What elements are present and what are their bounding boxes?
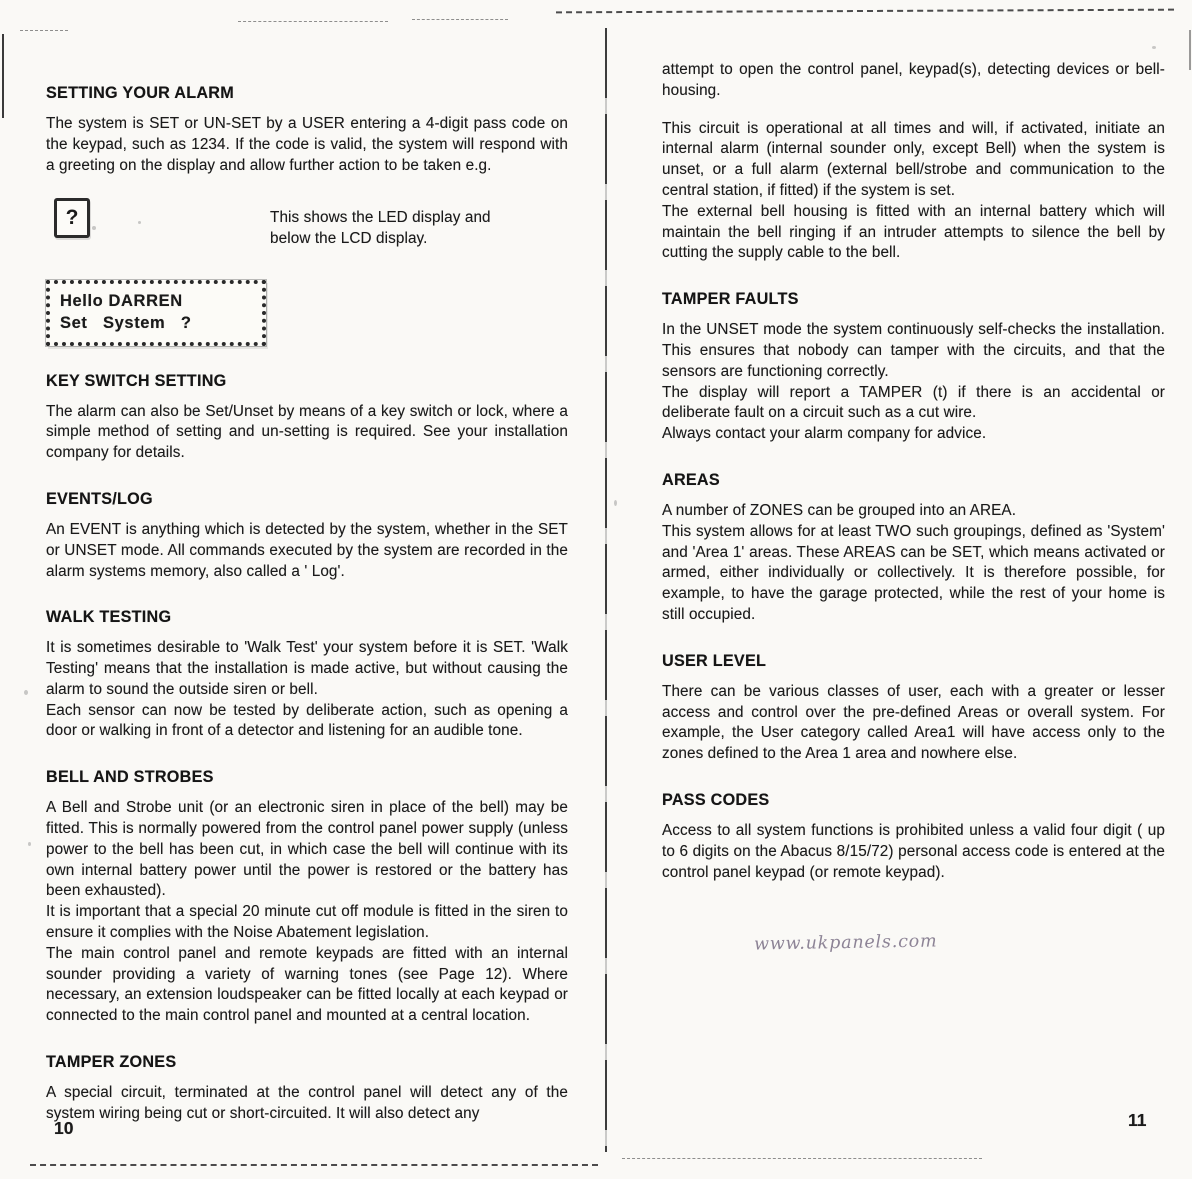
scan-artifact-bottom-dash [30, 1164, 598, 1166]
watermark: www.ukpanels.com [753, 931, 938, 955]
lcd-line-greeting: Hello DARREN [60, 291, 183, 310]
section-tamper-zones [46, 1053, 568, 1125]
scan-speck [28, 842, 31, 846]
section-heading: WALK TESTING [46, 608, 172, 627]
scan-artifact-bottom-dash [622, 1158, 982, 1159]
paragraph-continuation: attempt to open the control panel, keypad(s), detecting devices or bell-housing. [662, 61, 1165, 99]
paragraph: Access to all system functions is prohibited unless a valid four digit ( up to 6 digits on the Abacus 8/15/72) personal access code is entered at the control panel keypad (or remote keypad). [662, 821, 1165, 881]
scan-artifact-top-dash [412, 19, 508, 20]
page-10 [46, 84, 568, 1125]
scan-speck [614, 500, 617, 506]
scan-artifact-edge-line [1189, 30, 1191, 70]
scan-artifact-top-dash [238, 21, 388, 22]
scan-speck [1152, 46, 1156, 49]
paragraph: The display will report a TAMPER (t) if there is an accidental or deliberate fault on a circuit such as a cut wire. [662, 383, 1165, 422]
paragraph: An EVENT is anything which is detected by the system, whether in the SET or UNSET mode. All commands executed by the system are recorded in the alarm systems memory, also called a ' Log'. [46, 520, 568, 580]
section-areas [662, 471, 1165, 626]
scan-artifact-edge-line [2, 34, 4, 118]
paragraph: The system is SET or UN-SET by a USER entering a 4-digit pass code on the keypad, such as 1234. If the code is valid, the system will respond with a greeting on the display and allow further action to be taken e.g. [46, 115, 568, 174]
led-display-figure [54, 198, 568, 250]
section-heading: TAMPER FAULTS [662, 290, 799, 309]
section-heading: EVENTS/LOG [46, 489, 153, 508]
scan-artifact-top-dash [556, 9, 1174, 14]
section-walk-testing [46, 608, 568, 742]
paragraph: Always contact your alarm company for advice. [662, 425, 987, 443]
page-number-left: 10 [54, 1118, 74, 1138]
section-pass-codes [662, 791, 1165, 883]
paragraph: It is important that a special 20 minute cut off module is fitted in the siren to ensure it complies with the Noise Abatement legislation. [46, 903, 568, 942]
section-tamper-faults [662, 290, 1165, 445]
section-events-log [46, 490, 568, 582]
section-heading: PASS CODES [662, 790, 770, 809]
paragraph: A special circuit, terminated at the control panel will detect any of the system wiring being cut or short-circuited. It will also detect any [46, 1084, 568, 1122]
section-heading: KEY SWITCH SETTING [46, 371, 227, 390]
page-11 [662, 60, 1165, 955]
page-number-right: 11 [1128, 1110, 1147, 1130]
scan-speck [24, 690, 28, 695]
page-divider-line [605, 28, 607, 1152]
paragraph: This system allows for at least TWO such groupings, defined as 'System' and 'Area 1' areas. These AREAS can be SET, which means activated or armed, either individually or collectively. It is therefore possible, for example, to have the garage protected, while the rest of your home is still occupied. [662, 522, 1165, 623]
paragraph: There can be various classes of user, each with a greater or lesser access and control over the pre-defined Areas or overall system. For example, the User category called Area1 will have access only to the zones defined to the Area 1 area and nowhere else. [662, 682, 1165, 763]
paragraph: A number of ZONES can be grouped into an AREA. [662, 501, 1017, 519]
section-setting-your-alarm [46, 84, 568, 176]
section-heading: USER LEVEL [662, 651, 767, 670]
paragraph: The external bell housing is fitted with an internal battery which will maintain the bell ringing if an intruder attempts to silence the bell by cutting the supply cable to the bell. [662, 202, 1165, 262]
paragraph: The main control panel and remote keypads are fitted with an internal sounder providing a variety of warning tones (see Page 12). Where necessary, an extension loudspeaker can be fitted locally at each keypad or connected to the main control panel and mounted at a central location. [46, 944, 568, 1025]
led-display-char: ? [65, 206, 79, 230]
scan-artifact-top-dash [20, 30, 68, 31]
section-heading: BELL AND STROBES [46, 768, 214, 787]
paragraph: This circuit is operational at all times and will, if activated, initiate an internal alarm (internal sounder only, except Bell) when the system is unset, or a full alarm (external bell/strobe and communication to the central station, if fitted) if the system is set. [662, 119, 1165, 199]
lcd-display [46, 280, 266, 346]
paragraph: Each sensor can now be tested by deliberate action, such as opening a door or walking in front of a detector and listening for an audible tone. [46, 701, 568, 740]
section-heading: SETTING YOUR ALARM [46, 84, 234, 102]
paragraph: A Bell and Strobe unit (or an electronic siren in place of the bell) may be fitted. This is normally powered from the control panel power supply (unless power to the bell has been cut, in which case the bell will continue with its own internal battery power until the power is restored or the battery has been exhausted). [46, 799, 568, 900]
section-key-switch-setting [46, 372, 568, 464]
led-caption: This shows the LED display and below the LCD display. [270, 209, 491, 248]
paragraph: In the UNSET mode the system continuously self-checks the installation. This ensures that nobody can tamper with the circuits, and that the sensors are functioning correctly. [662, 321, 1165, 380]
paragraph: The alarm can also be Set/Unset by means of a key switch or lock, where a simple method of setting and un-setting is required. See your installation company for details. [46, 402, 568, 462]
lcd-line-prompt: Set System ? [60, 314, 192, 333]
section-user-level [662, 652, 1165, 765]
section-heading: AREAS [662, 470, 720, 489]
section-bell-and-strobes [46, 768, 568, 1027]
section-heading: TAMPER ZONES [46, 1053, 177, 1072]
paragraph: It is sometimes desirable to 'Walk Test' your system before it is SET. 'Walk Testing' means that the installation is made active, but without causing the alarm to sound the outside siren or bell. [46, 639, 568, 698]
led-display-box [54, 198, 90, 238]
